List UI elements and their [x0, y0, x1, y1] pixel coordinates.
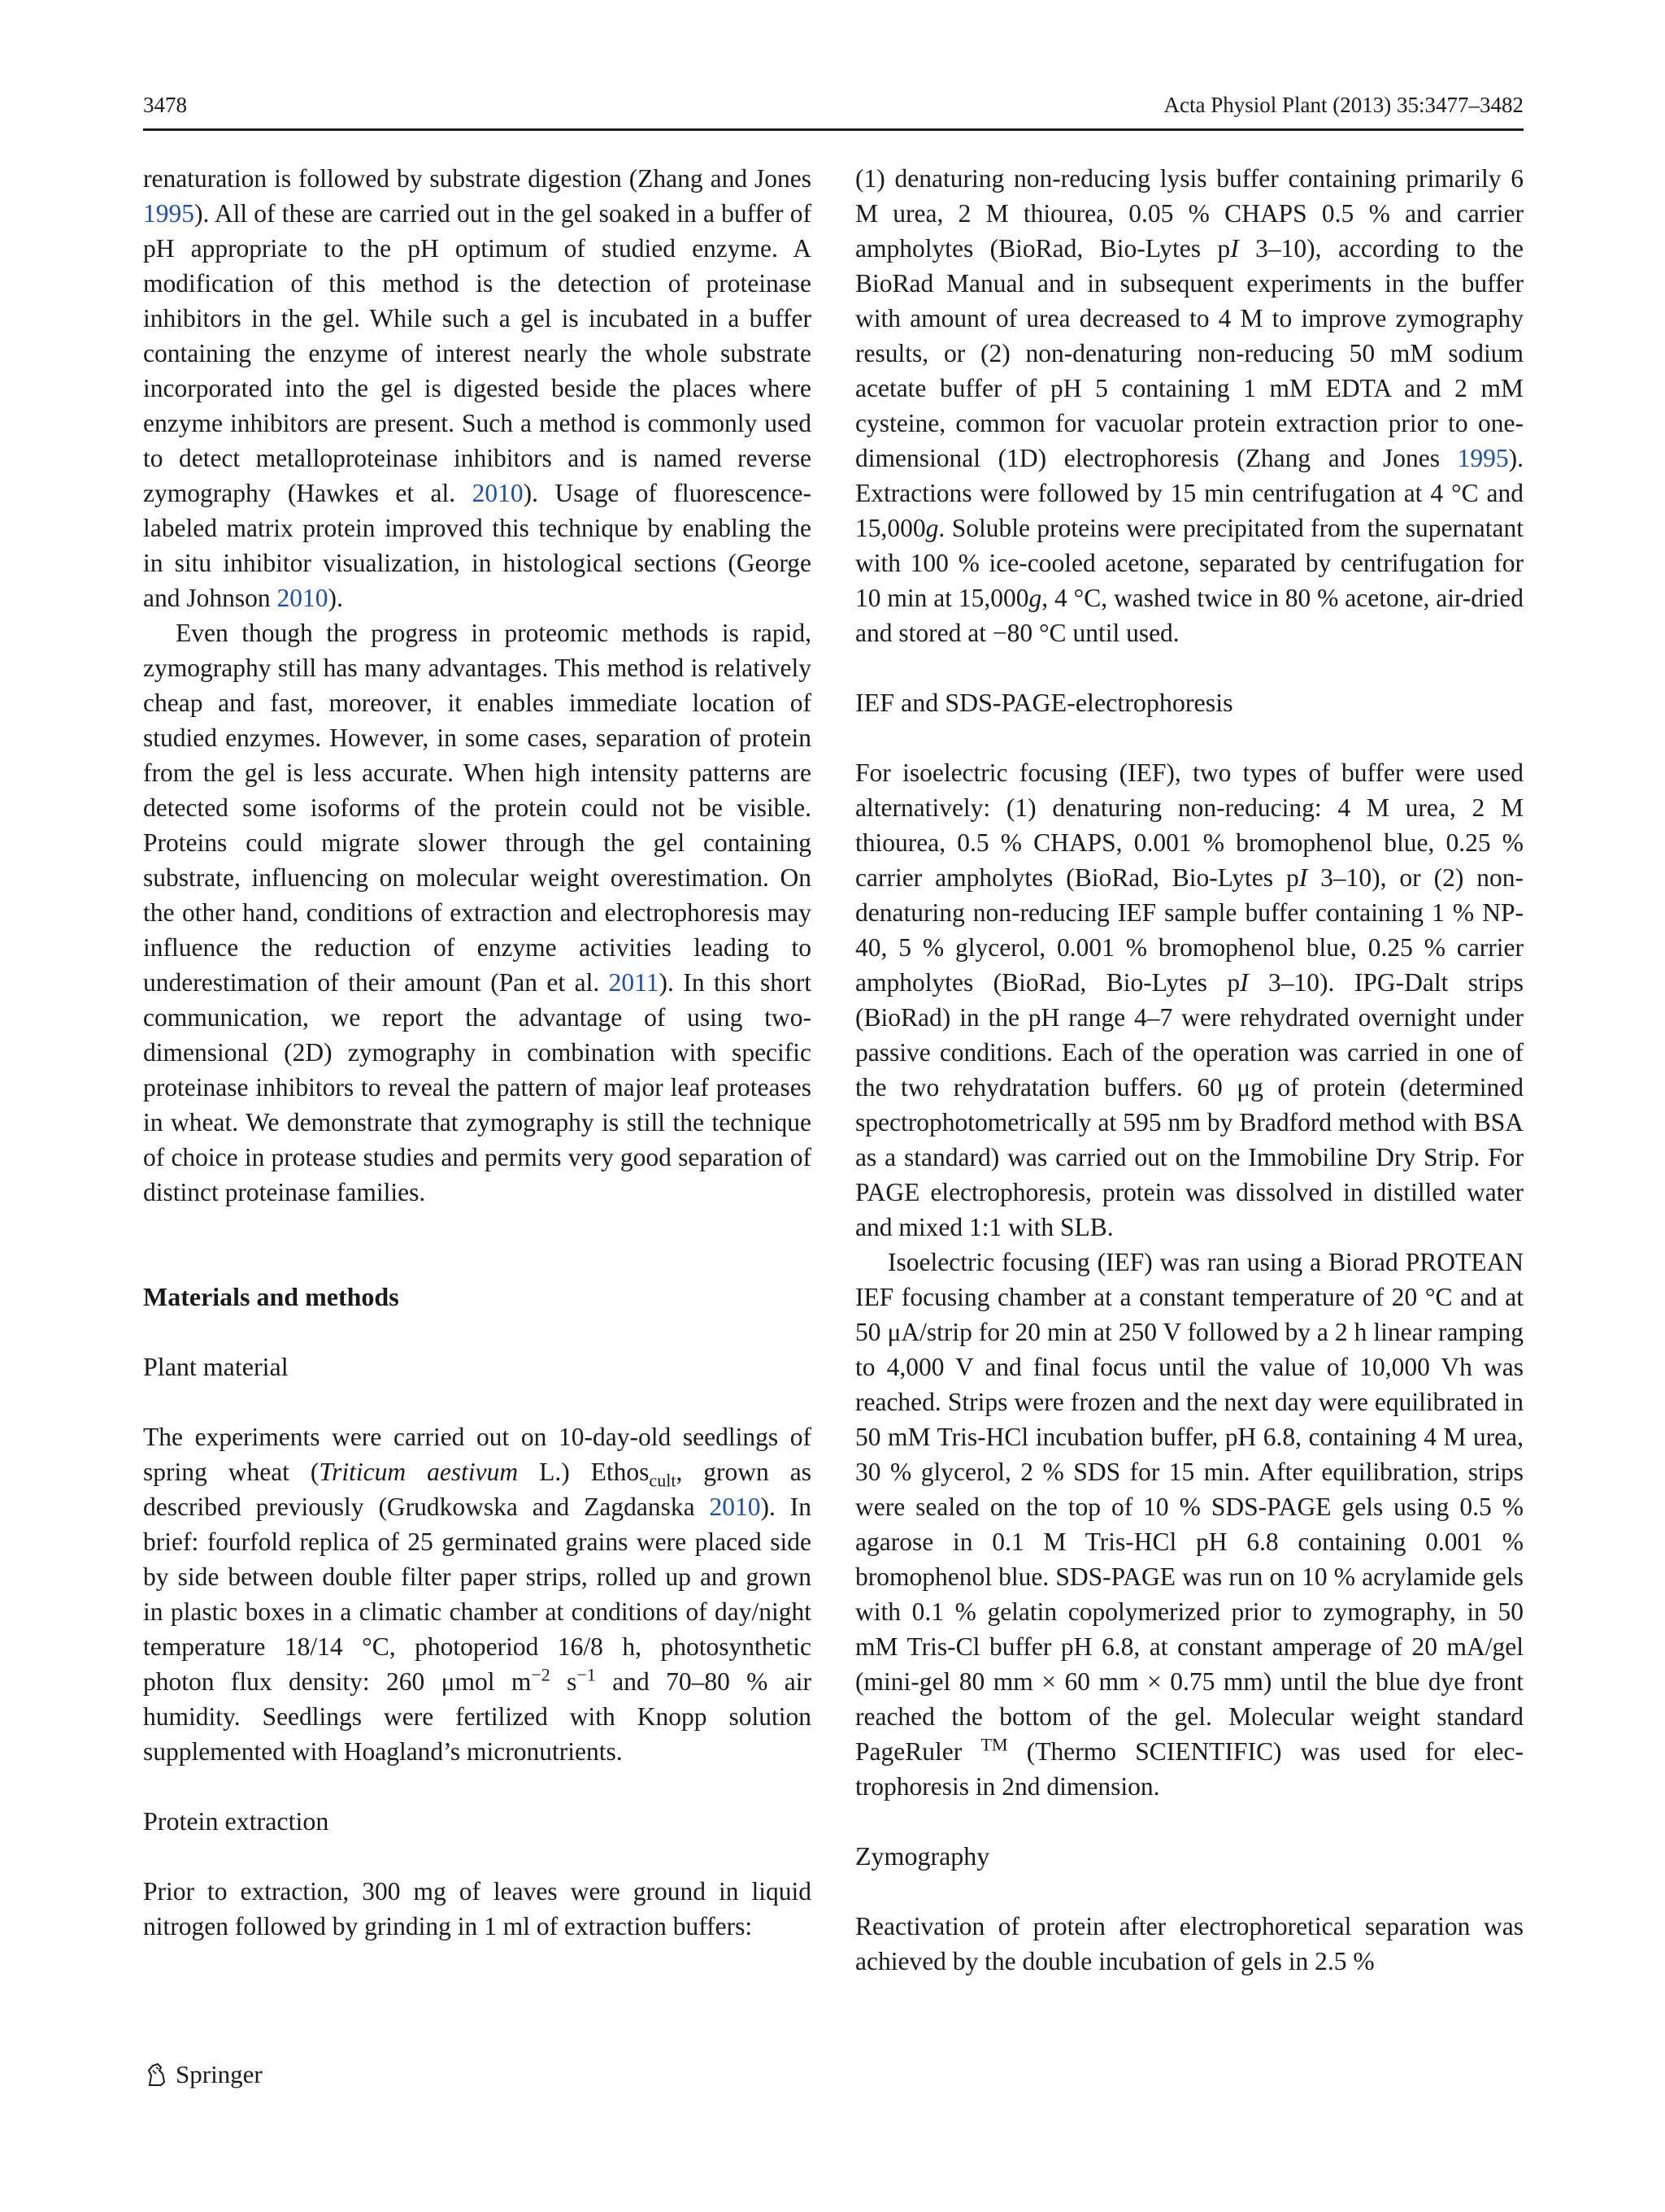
paragraph-plant-material: [143, 1419, 811, 1769]
citation-link[interactable]: 1995: [143, 199, 194, 228]
text-run: The experiments were carried out on 10-day-old seedlings of spring wheat (: [143, 1423, 811, 1486]
text-run: and 70–80 % air humidity. Seedlings were fertilized with Knopp solution supplemented with Hoagland’s micronutrients.: [143, 1667, 811, 1766]
paragraph-isoelectric-focusing: [855, 1245, 1524, 1804]
running-header: [143, 91, 1524, 131]
text-run: ). Extractions were followed by 15 min centrifugation at 4 °C and 15,000: [855, 444, 1524, 542]
citation-link[interactable]: 2010: [709, 1493, 761, 1521]
subsection-heading-protein-extraction: Protein extraction: [143, 1806, 329, 1836]
text-run: , 4 °C, washed twice in 80 % acetone, air-dried and stored at −80 °C until used.: [855, 584, 1524, 647]
text-run: . Soluble proteins were precipitated from the supernatant with 100 % ice-cooled acetone, separated by centrifugation for 10 min at 15,000: [855, 514, 1524, 612]
paragraph-advantages: [143, 615, 811, 1210]
journal-reference: Acta Physiol Plant (2013) 35:3477–3482: [1163, 93, 1524, 117]
italic-symbol: g: [925, 514, 939, 542]
subsection-heading-zymography: Zymography: [855, 1841, 990, 1871]
section-heading-materials-methods: Materials and methods: [143, 1282, 399, 1311]
citation-link[interactable]: 2010: [276, 584, 328, 612]
left-column: [143, 161, 811, 1944]
subsection-heading-ief-sds-page: IEF and SDS-PAGE-electrophoresis: [855, 688, 1233, 717]
right-column: [855, 161, 1524, 1979]
text-run: L.) Ethos: [518, 1458, 650, 1486]
citation-link[interactable]: 2011: [608, 968, 659, 997]
page-footer: [143, 2060, 263, 2089]
text-run: 3–10), or (2) non-denaturing non-reducing IEF sample buffer containing 1 % NP-40, 5 % glycerol, 0.001 % bromophenol blue, 0.25 % carrier ampholytes (BioRad, Bio-Lytes p: [855, 863, 1524, 997]
text-run: ). In this short communication, we report the advantage of using two-dimensional (2D) zymography in combination with specific proteinase inhibitors to reveal the pattern of major leaf proteases in wheat. We demonstrate that zymography is still the technique of choice in protease studies and permits very good separation of distinct proteinase families.: [143, 968, 811, 1206]
italic-symbol: I: [1230, 234, 1239, 263]
superscript: −1: [576, 1664, 596, 1685]
text-run: renaturation is followed by substrate digestion (Zhang and Jones: [143, 164, 811, 193]
text-run: Even though the progress in proteomic methods is rapid, zymography still has many advantages. This method is relatively cheap and fast, moreover, it enables immediate location of studied enzymes. However, in some cases, separation of protein from the gel is less accurate. When high intensity patterns are detected some isoforms of the protein could not be visible. Proteins could migrate slower through the gel containing substrate, influencing on molecular weight overestimation. On the other hand, conditions of extraction and electrophoresis may influence the reduction of enzyme activities leading to underestimation of their amount (Pan et al.: [143, 619, 811, 997]
text-run: ). Usage of fluorescence-labeled matrix protein improved this technique by enabling the in situ inhibitor visualization, in histological sections (George and Johnson: [143, 479, 811, 612]
text-run: Isoelectric focusing (IEF) was ran using a Biorad PROTEAN IEF focusing chamber at a constant temperature of 20 °C and at 50 μA/strip for 20 min at 250 V followed by a 2 h linear ramping to 4,000 V and final focus until the value of 10,000 Vh was reached. Strips were frozen and the next day were equilibrated in 50 mM Tris-HCl incubation buffer, pH 6.8, containing 4 M urea, 30 % glycerol, 2 % SDS for 15 min. After equilibration, strips were sealed on the top of 10 % SDS-PAGE gels using 0.5 % agarose in 0.1 M Tris-HCl pH 6.8 containing 0.001 % bromophenol blue. SDS-PAGE was run on 10 % acrylamide gels with 0.1 % gelatin copolymerized prior to zymography, in 50 mM Tris-Cl buffer pH 6.8, at constant amperage of 20 mA/gel (mini-gel 80 mm × 60 mm × 0.75 mm) until the blue dye front reached the bottom of the gel. Molecular weight standard PageRuler: [855, 1248, 1524, 1766]
trademark-superscript: TM: [980, 1734, 1008, 1755]
text-run: (1) denaturing non-reducing lysis buffer containing primarily 6 M urea, 2 M thiourea, 0.05 % CHAPS 0.5 % and carrier ampholytes (BioRad, Bio-Lytes p: [855, 164, 1524, 263]
italic-symbol: I: [1298, 863, 1308, 892]
text-run: ). In brief: fourfold replica of 25 germinated grains were placed side by side between double filter paper strips, rolled up and grown in plastic boxes in a climatic chamber at conditions of day/night temperature 18/14 °C, photoperiod 16/8 h, photosynthetic photon flux density: 260 μmol m: [143, 1493, 811, 1696]
subsection-heading-plant-material: Plant material: [143, 1352, 289, 1381]
italic-symbol: g: [1028, 584, 1042, 612]
text-run: 3–10). IPG-Dalt strips (BioRad) in the pH range 4–7 were rehydrated overnight under passive conditions. Each of the operation was carried in one of the two rehydratation buffers. 60 μg of protein (determined spectrophotometrically at 595 nm by Bradford method with BSA as a standard) was carried out on the Immobiline Dry Strip. For PAGE electrophoresis, protein was dissolved in distilled water and mixed 1:1 with SLB.: [855, 968, 1524, 1241]
text-run: For isoelectric focusing (IEF), two types of buffer were used alternatively: (1) denaturing non-reducing: 4 M urea, 2 M thiourea, 0.5 % CHAPS, 0.001 % bromophenol blue, 0.25 % carrier ampholytes (BioRad, Bio-Lytes p: [855, 758, 1524, 892]
italic-symbol: I: [1240, 968, 1249, 997]
page-number: 3478: [143, 93, 187, 117]
paragraph-extraction-buffers: [855, 161, 1524, 650]
text-run: ).: [328, 584, 343, 612]
species-name: Triticum aestivum: [319, 1458, 519, 1486]
springer-horse-icon: [143, 2061, 171, 2088]
citation-link[interactable]: 2010: [472, 479, 524, 507]
publisher-name: Springer: [176, 2060, 263, 2088]
superscript: −2: [531, 1664, 550, 1685]
text-run: (Thermo SCIENTIFIC) was used for electrophoresis in 2nd dimension.: [855, 1737, 1524, 1801]
text-run: , grown as described previously (Grudkowska and Zagdanska: [143, 1458, 812, 1521]
text-run: s: [550, 1667, 577, 1696]
text-run: ). All of these are carried out in the gel soaked in a buffer of pH appropriate to the pH optimum of studied enzyme. A modification of this method is the detection of proteinase inhibitors in the gel. While such a gel is incubated in a buffer containing the enzyme of interest nearly the whole substrate incorporated into the gel is digested beside the places where enzyme inhibitors are present. Such a method is commonly used to detect metalloproteinase inhibitors and is named reverse zymography (Hawkes et al.: [143, 199, 811, 507]
citation-link[interactable]: 1995: [1457, 444, 1509, 472]
text-run: 3–10), according to the BioRad Manual and in subsequent experiments in the buffer with amount of urea decreased to 4 M to improve zymography results, or (2) non-denaturing non-reducing 50 mM sodium acetate buffer of pH 5 containing 1 mM EDTA and 2 mM cysteine, common for vacuolar protein extraction prior to one-dimensional (1D) electrophoresis (Zhang and Jones: [855, 234, 1524, 472]
paragraph-zymography: Reactivation of protein after electrophoretical separation was achieved by the double incubation of gels in 2.5 %: [855, 1912, 1524, 1975]
paragraph-ief-buffers: [855, 755, 1524, 1245]
subscript: cult: [649, 1470, 676, 1491]
paragraph-zymography-reverse: [143, 161, 811, 615]
paragraph-protein-extraction: Prior to extraction, 300 mg of leaves were ground in liquid nitrogen followed by grinding in 1 ml of extraction buffers:: [143, 1877, 811, 1940]
